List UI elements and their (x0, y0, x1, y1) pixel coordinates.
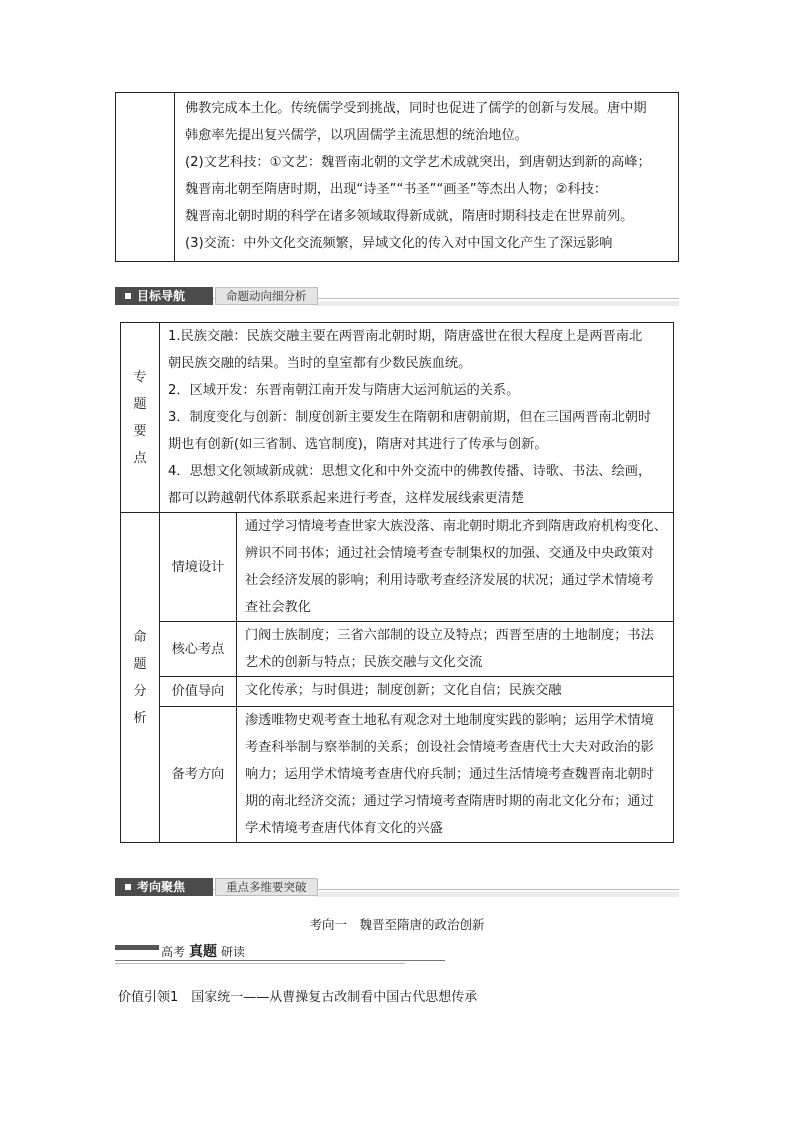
text-line: 魏晋南北朝时期的科学在诸多领域取得新成就，隋唐时期科技走在世界前列。 (185, 209, 634, 224)
continuation-content-cell (175, 93, 679, 262)
analysis-table (120, 322, 674, 843)
text-line: 考查科举制与察举制的关系；创设社会情境考查唐代士大夫对政治的影 (245, 740, 654, 755)
proposition-analysis-label: 命 题 分 析 (121, 513, 160, 843)
text-line: 1.民族交融：民族交融主要在两晋南北朝时期，隋唐盛世在很大程度上是两晋南北 (168, 329, 643, 344)
text-line: (3)交流：中外文化交流频繁，异域文化的传入对中国文化产生了深远影响 (185, 236, 613, 251)
topic-points-content (160, 323, 674, 513)
text-line: 4．思想文化领域新成就：思想文化和中外交流中的佛教传播、诗歌、书法、绘画， (168, 464, 652, 479)
gaokao-header: 高考 真题 研读 (115, 943, 445, 965)
value-guide-heading: 价值引领1 国家统一——从曹操复古改制看中国古代思想传承 (118, 990, 478, 1005)
text-line: 通过学习情境考查世家大族没落、南北朝时期北齐到隋唐政府机构变化、 (245, 519, 667, 534)
text-line: 辨识不同书体；通过社会情境考查专制集权的加强、交通及中央政策对 (245, 546, 654, 561)
text-line: 韩愈率先提出复兴儒学，以巩固儒学主流思想的统治地位。 (185, 128, 528, 143)
row-label-prep-direction: 备考方向 (160, 707, 237, 843)
text-line: 期也有创新(如三省制、选官制度)，隋唐对其进行了传承与创新。 (168, 437, 548, 452)
continuation-empty-cell (116, 93, 175, 262)
text-line: 渗透唯物史观考查土地私有观念对土地制度实践的影响；运用学术情境 (245, 713, 654, 728)
direction-title: 考向一 魏晋至隋唐的政治创新 (309, 917, 485, 932)
square-bullet-icon (125, 884, 131, 890)
section-banner-goal-navigation (115, 287, 679, 307)
banner-subtitle: 重点多维要突破 (215, 878, 318, 896)
topic-points-label: 专 题 要 点 (121, 323, 160, 513)
text-line: 社会经济发展的影响；利用诗歌考查经济发展的状况；通过学术情境考 (245, 573, 654, 588)
text-line: 都可以跨越朝代体系联系起来进行考查，这样发展线索更清楚 (168, 491, 525, 506)
section-banner-focus (115, 878, 679, 898)
text-line: 艺术的创新与特点；民族交融与文化交流 (245, 655, 483, 670)
text-line: 学术情境考查唐代体育文化的兴盛 (245, 821, 443, 836)
row-content-core-points (237, 622, 674, 677)
row-label-core-points: 核心考点 (160, 622, 237, 677)
row-label-scenario: 情境设计 (160, 513, 237, 622)
banner-subtitle: 命题动向细分析 (215, 287, 318, 305)
text-line: 响力；运用学术情境考查唐代府兵制；通过生活情境考查魏晋南北朝时 (245, 767, 654, 782)
banner-title: 目标导航 (115, 287, 213, 305)
text-line: 佛教完成本土化。传统儒学受到挑战，同时也促进了儒学的创新与发展。唐中期 (185, 101, 647, 116)
row-content-value (237, 677, 674, 707)
text-line: 朝民族交融的结果。当时的皇室都有少数民族血统。 (168, 356, 472, 371)
text-line: 期的南北经济交流；通过学习情境考查隋唐时期的南北文化分布；通过 (245, 794, 654, 809)
text-line: 查社会教化 (245, 600, 311, 615)
text-line: 门阀士族制度；三省六部制的设立及特点；西晋至唐的土地制度；书法 (245, 628, 654, 643)
text-line: 2．区域开发：东晋南朝江南开发与隋唐大运河航运的关系。 (168, 383, 520, 398)
text-line: 魏晋南北朝至隋唐时期，出现“诗圣”“书圣”“画圣”等杰出人物；②科技： (185, 182, 608, 197)
continuation-table (115, 92, 679, 262)
text-line: 文化传承；与时俱进；制度创新；文化自信；民族交融 (245, 683, 562, 698)
row-content-prep-direction (237, 707, 674, 843)
row-label-value: 价值导向 (160, 677, 237, 707)
banner-title: 考向聚焦 (115, 878, 213, 896)
row-content-scenario (237, 513, 674, 622)
text-line: (2)文艺科技：①文艺：魏晋南北朝的文学艺术成就突出，到唐朝达到新的高峰； (185, 155, 651, 170)
text-line: 3．制度变化与创新：制度创新主要发生在隋朝和唐朝前期，但在三国两晋南北朝时 (168, 410, 652, 425)
square-bullet-icon (125, 293, 131, 299)
